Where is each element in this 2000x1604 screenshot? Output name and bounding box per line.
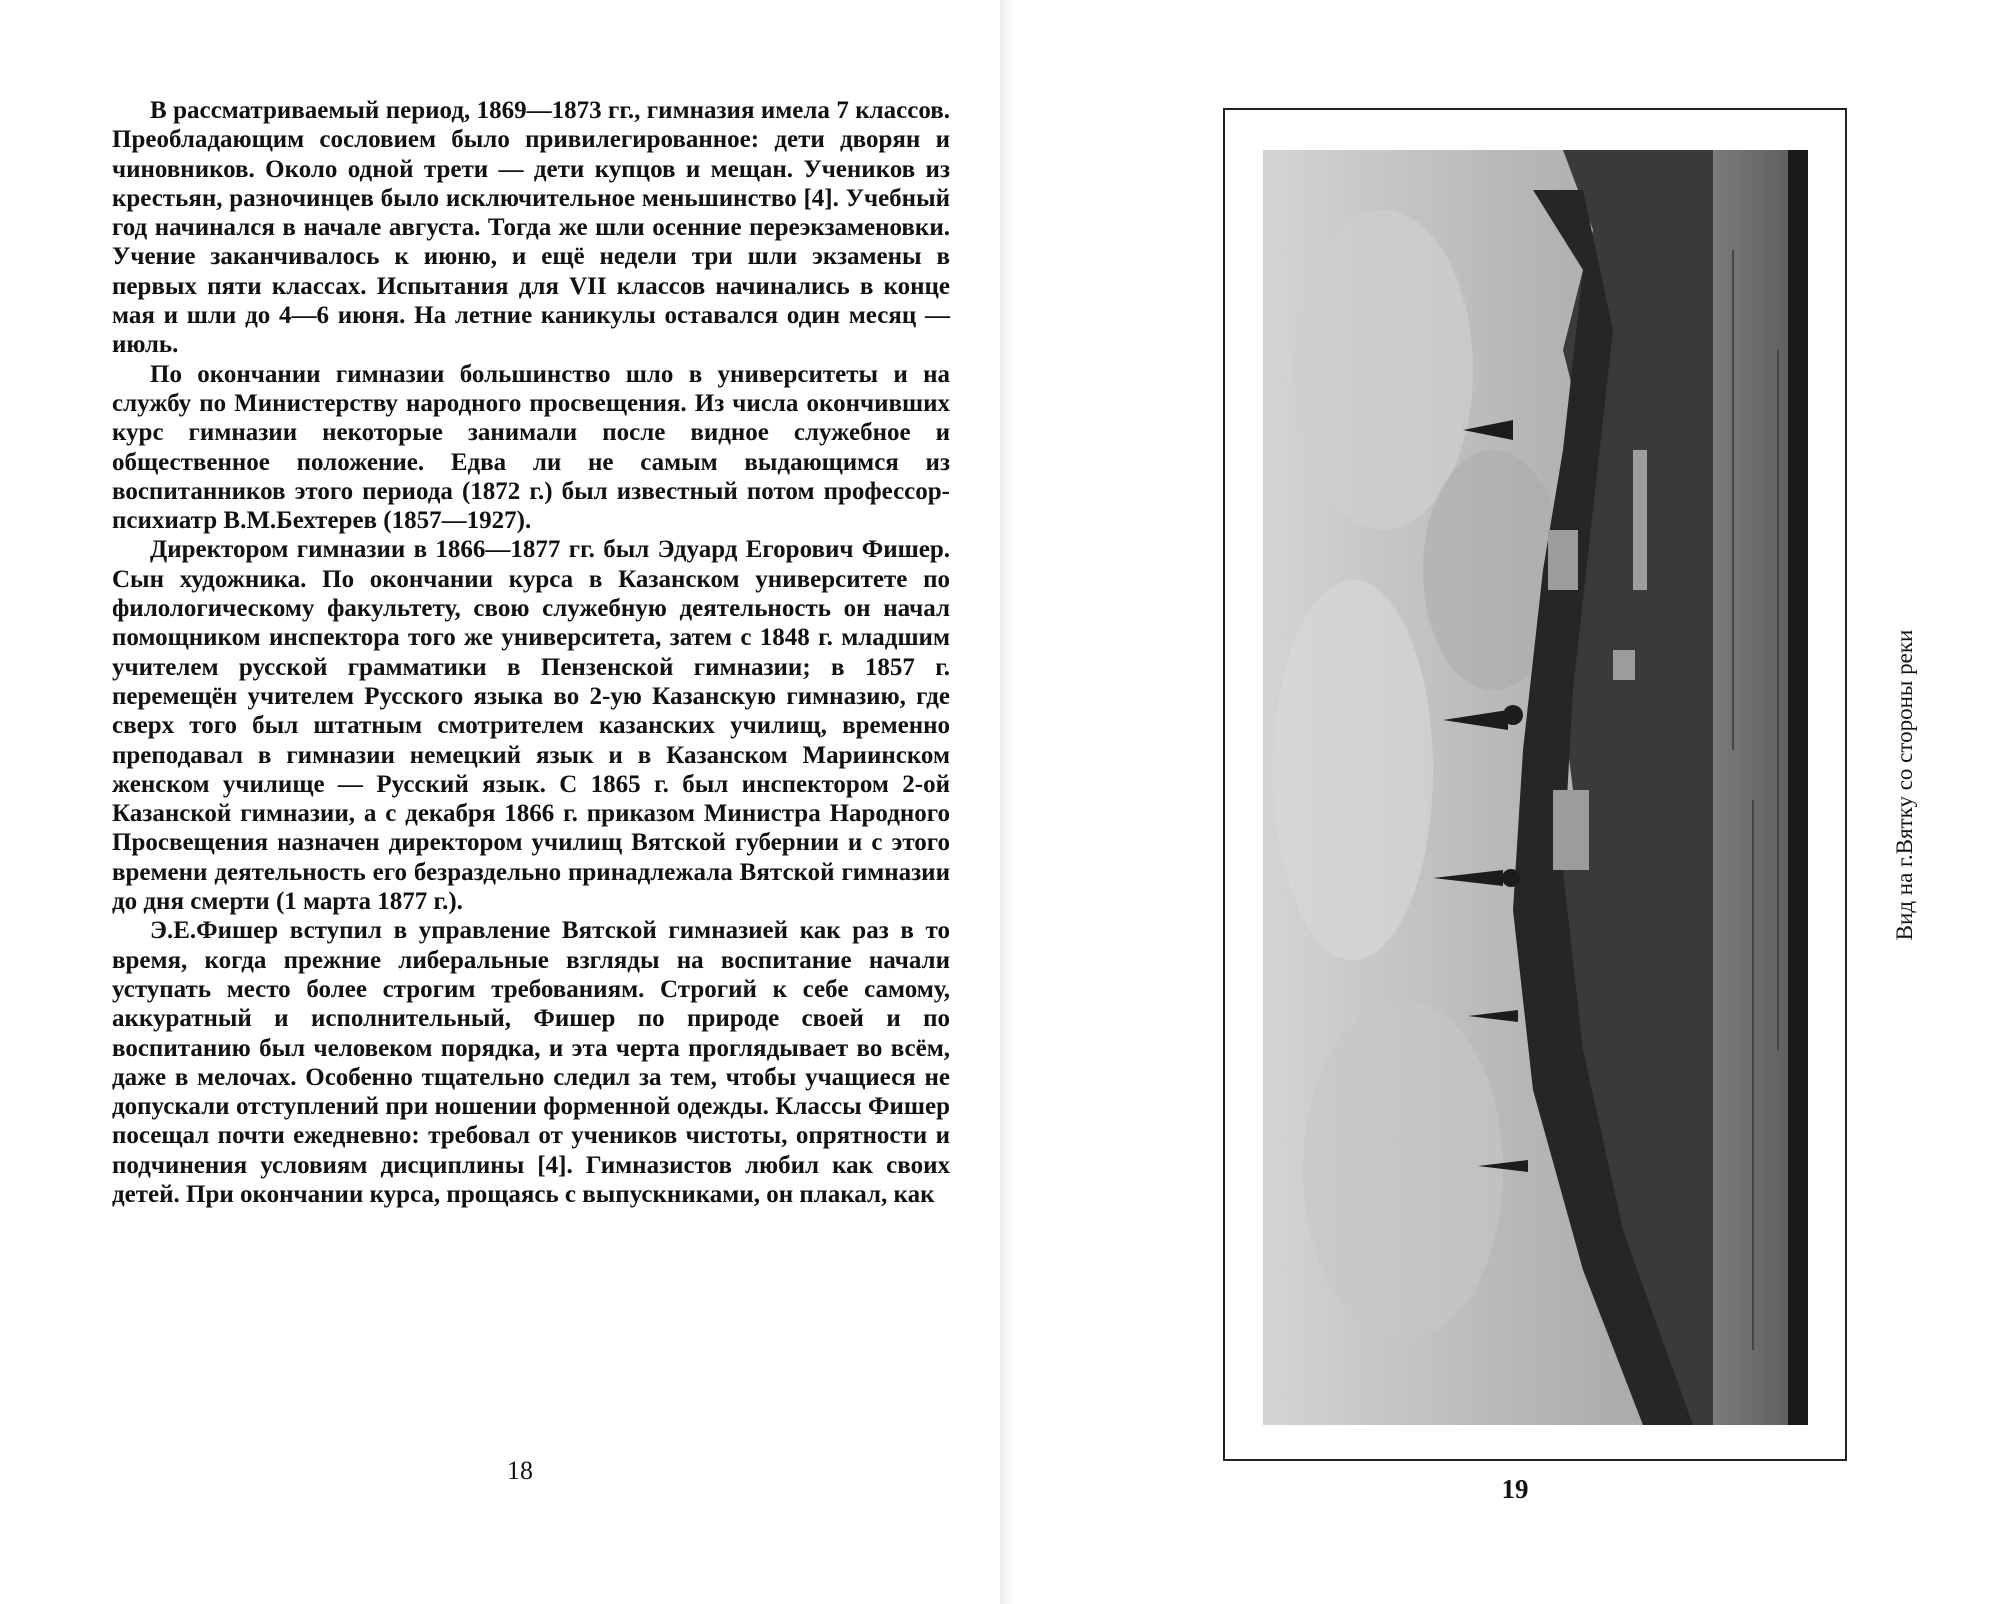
paragraph-1: В рассматриваемый период, 1869—1873 гг., гимназия имела 7 классов. Преобладающим сословием было привилегированное: дети дворян и чиновников. Около одной трети — дети купцов и мещан. Учеников из крестьян, разночинцев было исключительное меньшинство [4]. Учебный год начинался в начале августа. Тогда же шли осенние переэкзаменовки. Учение заканчивалось к июню, и ещё недели три шли экзамены в первых пяти классах. Испытания для VII классов начинались в конце мая и шли до 4—6 июня. На летние каникулы оставался один месяц — июль.: [112, 97, 950, 359]
city-view-illustration: [1263, 150, 1808, 1425]
paragraph-4: Э.Е.Фишер вступил в управление Вятской гимназией как раз в то время, когда прежние либеральные взгляды на воспитание начали уступать место более строгим требованиям. Строгий к себе самому, аккуратный и исполнительный, Фишер по природе своей и по воспитанию был человеком порядка, и эта черта проглядывает во всём, даже в мелочах. Особенно тщательно следил за тем, чтобы учащиеся не допускали отступлений при ношении форменной одежды. Классы Фишер посещал почти ежедневно: требовал от учеников чистоты, опрятности и подчинения условиям дисциплины [4]. Гимназистов любил как своих детей. При окончании курса, прощаясь с выпускниками, он плакал, как: [112, 917, 950, 1208]
paragraph-2: По окончании гимназии большинство шло в университеты и на службу по Министерству народного просвещения. Из числа окончивших курс гимназии некоторые занимали после видное служебное и общественное положение. Едва ли не самым выдающимся из воспитанников этого периода (1872 г.) был известный потом профессор-психиатр В.М.Бехтерев (1857—1927).: [112, 360, 950, 535]
right-page: [1000, 0, 2000, 1604]
page-number-left: 18: [507, 1456, 533, 1485]
city-view-photo: [1263, 150, 1808, 1425]
body-text: [112, 96, 950, 1209]
paragraph-3: Директором гимназии в 1866—1877 гг. был Эдуард Егорович Фишер. Сын художника. По окончании курса в Казанском университете по филологическому факультету, свою служебную деятельность он начал помощником инспектора того же университета, затем с 1848 г. младшим учителем русской грамматики в Пензенской гимназии; в 1857 г. перемещён учителем Русского языка во 2-ую Казанскую гимназию, где сверх того был штатным смотрителем казанских училищ, временно преподавал в гимназии немецкий язык и в Казанском Мариинском женском училище — Русский язык. С 1865 г. был инспектором 2-ой Казанской гимназии, а с декабря 1866 г. приказом Министра Народного Просвещения назначен директором училищ Вятской губернии и с этого времени деятельность его безраздельно принадлежала Вятской гимназии до дня смерти (1 марта 1877 г.).: [112, 536, 950, 916]
page-number-right: 19: [1501, 1474, 1529, 1504]
photo-caption-text: Вид на г.Вятку со стороны реки: [1892, 629, 1917, 941]
photo-frame: [1223, 108, 1847, 1461]
